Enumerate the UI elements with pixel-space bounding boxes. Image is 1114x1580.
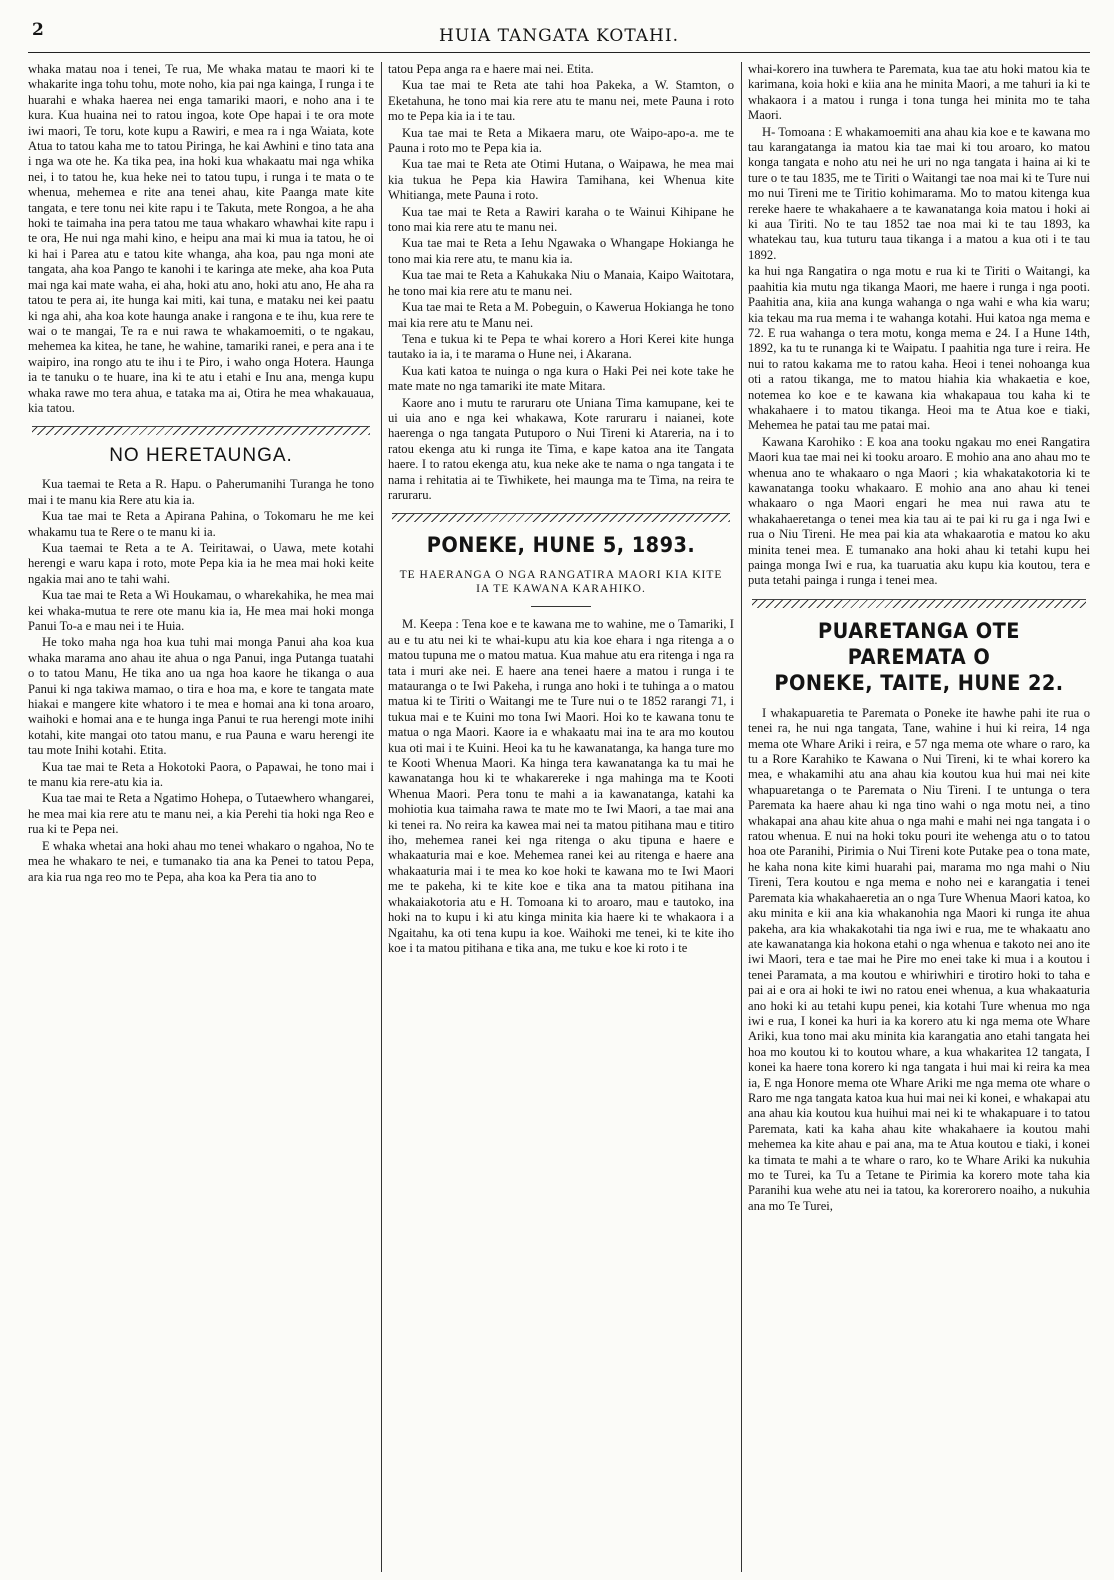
subheading-rule [531, 606, 591, 607]
paragraph: Kua taemai te Reta a R. Hapu. o Paherumanihi Turanga he tono mai i te manu kia Rere atu kia ia. [28, 477, 374, 507]
section-heading [762, 618, 1077, 696]
column-1 [28, 62, 374, 1572]
paragraph: Tena e tukua ki te Pepa te whai korero a Hori Kerei kite hunga tautako ia ia, i te marama o Hune nei, i Akarana. [388, 331, 734, 362]
paragraph: whai-korero ina tuwhera te Paremata, kua tae atu hoki matou kia te karimana, koia hoki e kiia ana he minita Maori, a me tahuri ia ki te whakaora i a matou i runga i tona tunga hei minita mo te taha Maori. [748, 62, 1090, 123]
paragraph: E whaka whetai ana hoki ahau mo tenei whakaro o ngahoa, No te mea he whakaro te nei, e tumanako tia ana ka Penei to tatou Pepa, ara kia rua nga reo mo te Pepa, aha koa ka Pera tia ano to [28, 838, 374, 884]
column-divider [381, 62, 382, 1572]
paragraph: Kua tae mai te Reta a M. Pobeguin, o Kawerua Hokianga he tono mai kia rere atu te Manu nei. [388, 300, 734, 330]
page-number: 2 [32, 20, 44, 40]
paragraph: ka hui nga Rangatira o nga motu e rua ki te Tiriti o Waitangi, ka paahitia kia mutu nga tikanga Maori, me haere i runga i nga pooti. Paahitia ana, kiia ana kunga wahanga o nga wahi e wha kia waru; kia tekau ma rua mema i te wahanga kotahi. Hui katoa nga mema e 72. E rua wahanga o tera motu, konga mema e 24. I a Hune 14th, 1892, ka tu te runanga ki te Waipatu. I paahitia nga ture i reira. He nui to ratou kakama me to ratou kaha. Heoi i tenei nohoanga kua oti a ratou tikanga, me to matou hiahia kia whakaetia e koe, notemea ko koe e te kawana kia whakapaua tou kaha ki te whakahaere i to matou tikanga. Heoi ma te Atua koe e tiaki, Mehemea he patai tau me patai mai. [748, 264, 1090, 433]
section-divider [752, 599, 1086, 608]
paragraph: whaka matau noa i tenei, Te rua, Me whaka matau te maori ki te whakarite inga tohu tohu, mote noho, kia pai nga kainga, I runga i te huarahi e whaka haerea nei enga tamariki maori, e noho ana i te kura. Kua huaina nei to ratou ingoa, kote Ope hapai i te ora mote iwi maori, Te toru, kote kupu a Rawiri, e mea ra i nga Waiata, kote Atua to tatou kaha me to tatou Piringa, he kai Awhini e tino tata ana i nga wa ote he. Ka tika pea, ina hoki kua whakaatu mai nga whika nei, i to tatou he, kua heke nei to tatou tupu, i runga i te mata o te whenua, mehemea e rite ana tenei ahau, kite Paanga mate kite tangata, e tere tonu nei kite rapu i te Takuta, mete Rongoa, a he aha hoki te taimaha ina pera tatou me taua whakaro whawhai kite rapu i te ora, He nui nga mahi kino, e heipu ana mai ki mua ia tatou, he oi ki hai i Parea atu e tatou kite whanga, aha koa, pau nga moni ate tangata, aha koa Pango te kanohi i te karinga ate meke, aha koa Puta mai nga kai mate waha, ei aha, hoki atu ano, hoki atu ano, He aha ra tatou te pera ai, ite hunga kai miti, kai tuna, e mataku nei kei paatu ki nga ahi, aha koa kote haunga anake i rangona e te ihu, kua rere te wai o te mangai, Te ra e nui rawa te whakamoemiti, o te ngakau, mehemea ka kitea, he tane, he wahine, tamariki ranei, e pera ana i te waipiro, ina rongo atu te ihu i te Piro, i waho onga Hotera. Haunga ia te tanuku o te huare, ina ki te atu i etahi e Inu ana, menga kupu whaka rawe mo tera ahua, e tataka ma ai, Otira he mea whakauaua, kia tatou. [28, 62, 374, 415]
paragraph: Kua tae mai te Reta ate Otimi Hutana, o Waipawa, he mea mai kia tukua he Pepa kia Hawira Tamihana, kei Whenua kite Whitianga, mete Pauna i roto. [388, 157, 734, 203]
paragraph: H- Tomoana : E whakamoemiti ana ahau kia koe e te kawana mo tau karangatanga ia matou kia tae mai ki tou aroaro, ko matou konga tangata e noho atu nei he uri no nga tangata i haina ai ki te ture o te tau 1835, me te Tiriti o Waitangi tae noa mai ki te Ture nui mo nui Tireni me te Tiritio kohimarama. Mo to matou kitenga kua rereke haere te whakahaere a te kawanatanga koia matou i hoki ai ki aua Tiriti. No te tau 1852 tae noa mai ki te tau 1893, ka whatekau tau, kua tuturu taua tikanga i a matou a kua oti i te tau 1892. [748, 124, 1090, 262]
section-heading-line: PONEKE, TAITE, HUNE 22. [774, 670, 1064, 695]
article-columns [28, 62, 1090, 1572]
section-subheading: TE HAERANGA O NGA RANGATIRA MAORI KIA KITE IA TE KAWANA KARAHIKO. [399, 569, 723, 596]
paragraph: Kua tae mai te Reta a Kahukaka Niu o Manaia, Kaipo Waitotara, he tono mai kia rere atu te manu nei. [388, 268, 734, 298]
paragraph: Kua taemai te Reta a te A. Teiritawai, o Uawa, mete kotahi herengi e waru kapa i roto, mote Pepa kia ia he mea mai hoki keite ngakia mai ano te tahi wahi. [28, 540, 374, 586]
paragraph: Kua tae mai te Reta a Hokotoki Paora, o Papawai, he tono mai i te manu kia rere-atu kia ia. [28, 759, 374, 790]
paragraph: tatou Pepa anga ra e haere mai nei. Etita. [388, 62, 594, 76]
section-heading: NO HERETAUNGA. [109, 445, 293, 467]
section-divider [392, 513, 730, 522]
paragraph: Kua tae mai te Reta a Apirana Pahina, o Tokomaru he me kei whakamu tua te Rere o te manu ki ia. [28, 509, 374, 539]
paragraph: Kua tae mai te Reta a Ngatimo Hohepa, o Tutaewhero whangarei, he mea mai kia rere atu te manu nei, a kia Perehi tia hoki nga Reo e rua ki te Pepa nei. [28, 791, 374, 837]
paper-title: HUIA TANGATA KOTAHI. [439, 26, 679, 46]
paragraph: I whakapuaretia te Paremata o Poneke ite hawhe pahi ite rua o tenei ra, he nui nga tangata, Tane, wahine i hui ki reira, 14 nga mema ote Whare Ariki i reira, e 57 nga mema ote whare o raro, ka tu a Rore Karahiko te Kawana o Nui Tireni, ki te whai korero ka mea, e whakamihi atu ana ahau kia koutou kua hui mai nei kite whapuaretanga o te Paremata o Niu Tireni. I te untunga o tera Paremata ka haere ahau ki nga tino wahi o nga motu nei, a tino whakapai ana ahau kite ahua o nga mahi e mahi nei nga tangata i o ratou whenua. E nui na hoki toku pouri ite wehenga atu o to tatou hoa ote Paranihi, Pirimia o Nui Tireni kote Putake pea o tona mate, he kaha nona kite kimi huarahi pai, marama mo nga mahi o Niu Tireni, Tera koutou e nga mema e noho nei e karangatia i tenei Paremata kia whakahaeretia an o nga Ture Whenua Maori katoa, ko aku minita e kii ana kia whakanohia nga Maori ki runga ite ahua pakeha, ara kia whakakotahi tia nga iwi e rua, me te whakaatu ano ate kawanatanga kia hokona etahi o nga whenua e takoto nei ano ite iwi Maori, tera e tae mai he Pire mo enei take ki mua i a koutou i tenei Paramata, a ma koutou e whiriwhiri e tirotiro hoki to taha e pai ai e ora ai hoki te iwi no ratou enei whenua, a kua whakaaturia ano hoki ki au tetahi kupu penei, kia kotahi Ture whenua mo nga iwi e rua, I konei ka huri ia ka korero atu ki nga mema ote Whare Ariki, kua tono mai aku minita kia karangatia ano etahi tangata hei hoa mo koutou ki to koutou whare, a kua whakaritea 12 tangata, I konei ka haere tona korero ki nga tangata i hui mai ki reira ka mea ia, E nga Honore mema ote Whare Ariki me nga mema ote whare o Raro me nga tangata katoa kua hui mai nei ki konei, e whakapai atu ana ahau kia koutou kua huihui mai nei ki te whakapuare i to tatou Paremata, kati ka kaha ahau kite whakahaere ia koutou mahi mehemea ka kite ahau e pai ana, ma te Atua koutou e tiaki, i konei ka timata te mahi a te whare o raro, ko te Whare Ariki ka nukuhia mo te Turei, ka Tu a Tetane te Pirimia ka korero mote taha kia Paranihi kua wehe atu nei ia tatou, ka korerorero noaiho, a nukuhia ana mo Te Turei, [748, 705, 1090, 1213]
column-2 [388, 62, 734, 1572]
paragraph: Kua tae mai te Reta a Wi Houkamau, o wharekahika, he mea mai kei whaka-mutua te rere ote manu kia ia, He mea mai hoki monga Panui To-a e mau nei i te Huia. [28, 588, 374, 633]
paragraph: Kua tae mai te Reta a Rawiri karaha o te Wainui Kihipane he tono mai kia rere atu te manu nei. [388, 204, 734, 235]
paragraph: Kua kati katoa te nuinga o nga kura o Haki Pei nei kote take he mate mate no nga tamariki ite mate Mitara. [388, 363, 734, 394]
section-divider [32, 426, 370, 435]
column-divider [741, 62, 742, 1572]
paragraph: M. Keepa : Tena koe e te kawana me to wahine, me o Tamariki, I au e tu atu nei ki te whai-kupu atu kia koe ehara i nga ritenga a o matou tupuna me o matou matua. Kua mahue atu era ritenga i nga ra tata i muri ake nei. E haere ana tenei haere a matou i runga i te matauranga o te Iwi Pakeha, i runga ano hoki i te tuhinga a o matou matua ki te Tiriti o Waitangi me te Ture nui o te 1852 rarangi 71, i tukua mai e te Kuini mo tona Iwi Maori. Hoi ko te kawana tonu te matua o nga Maori. Kaore ia e whakaatu mai ina te ara mo koutou kua oti mai i te Kuini. Heoi ka tu he kawanatanga, ka hanga ture mo te Kooti Whenua Maori. Ka hinga tera kawanatanga ka tu mai he kawanatanga hou ki te whakarereke i nga mahinga ma te Kooti Whenua Maori. Pera tonu te mahi a ia kawanatanga, katahi ka mohiotia kua taimaha rawa te mate mo te Iwi Maori, a tae mai ana ki tenei ra. No reira ka kawea mai nei ta matou pitihana mau e titiro iho, mehemea ranei kei nga ritenga o aku tipuna e haere e whakaaturia mai e koe. Mehemea ranei kei au ritenga e haere ana whakaaturia mai i te mea ko koe hoki te kawana mo te Iwi Maori me te pakeha, ki te kite koe e tika ana ta matou pitihana ina whakaiakotoria atu e H. Tomoana ki to aroaro, mau e tautoko, ina hoki na to kupu i ki atu kinga minita kia haere ki te whakaora i a Ngaitahu, ka oti tena kupu ia koe. Waihoki me tenei, ki te kite iho koe i ta matou pitihana e tika ana, me tuku e koe ki roto i te [388, 617, 734, 955]
column-3 [748, 62, 1090, 1572]
paragraph: Kawana Karohiko : E koa ana tooku ngakau mo enei Rangatira Maori kua tae mai nei ki tooku aroaro. E mohio ana ano ahau mo te whenua ano te whakaaro o nga Maori ; kia whakatakotoria ki te kawanatanga tooku whakaaro. E mohio ana ano ahau ki tenei whakaaro o nga Maori engari he mea nui rawa atu te whakahaeretanga o tenei mea kia tau ai te pai ki ru ga i nga Iwi e rua o Niu Tireni. He mea pai kia ata whakaarotia e matou ko aku minita tenei mea. E tumanako ana hoki ahau ki tetahi kupu hei painga monga Iwi e rua, ka tuaruatia aku kupu kia koutou, tera e puta tetahi painga i runga i tenei mea. [748, 434, 1090, 588]
paragraph: Kua tae mai te Reta a Mikaera maru, ote Waipo-apo-a. me te Pauna i roto mo te Pepa kia ia. [388, 125, 734, 156]
section-heading-line: PUARETANGA OTE PAREMATA O [818, 618, 1020, 669]
paragraph: Kua tae mai te Reta a Iehu Ngawaka o Whangape Hokianga he tono mai kia rere atu, te manu kia ia. [388, 236, 734, 266]
page-header [28, 18, 1090, 53]
paragraph: He toko maha nga hoa kua tuhi mai monga Panui aha koa kua whaka marama ano ahau ite ahua o nga Panui, inga Putanga tuatahi o to tatou Manu, He tika ano ua nga hoa kaore he tikanga o aua Panui ki nga takiwa mamao, o tira e hoa ma, e kore te tangata mate hiakai e mangere kite whatoro i te mea e homai ana ki tona aroaro, waihoki e homai ana e te hunga inga Panui te rua herengi mote inihi kotahi, kite mangai oto tatou manu, e rua Pauna e waru herengi ite tau mote Inihi kotahi. Etita. [28, 635, 374, 758]
paragraph: Kaore ano i mutu te raruraru ote Uniana Tima kamupane, kei te ui uia ano e nga kei whakawa, Kote raruraru i naianei, kote haerenga o nga tangata Putuporo o Nui Tireni ki Atareria, na i to ratou ekenga atu ki runga ite Tima, e kape katoa ana ite Tangata haere. I to ratou ekenga atu, kua neke ake te nama o nga tangata i te nama i rehitatia ai te Tiwhikete, hei maunga ma te Tima, na reira te raruraru. [388, 395, 734, 502]
section-heading: PONEKE, HUNE 5, 1893. [426, 533, 696, 558]
paragraph: Kua tae mai te Reta ate tahi hoa Pakeka, a W. Stamton, o Eketahuna, he tono mai kia rere atu te manu nei, mete Pauna i roto mo te Pepa kia ia i te tau. [388, 78, 734, 124]
